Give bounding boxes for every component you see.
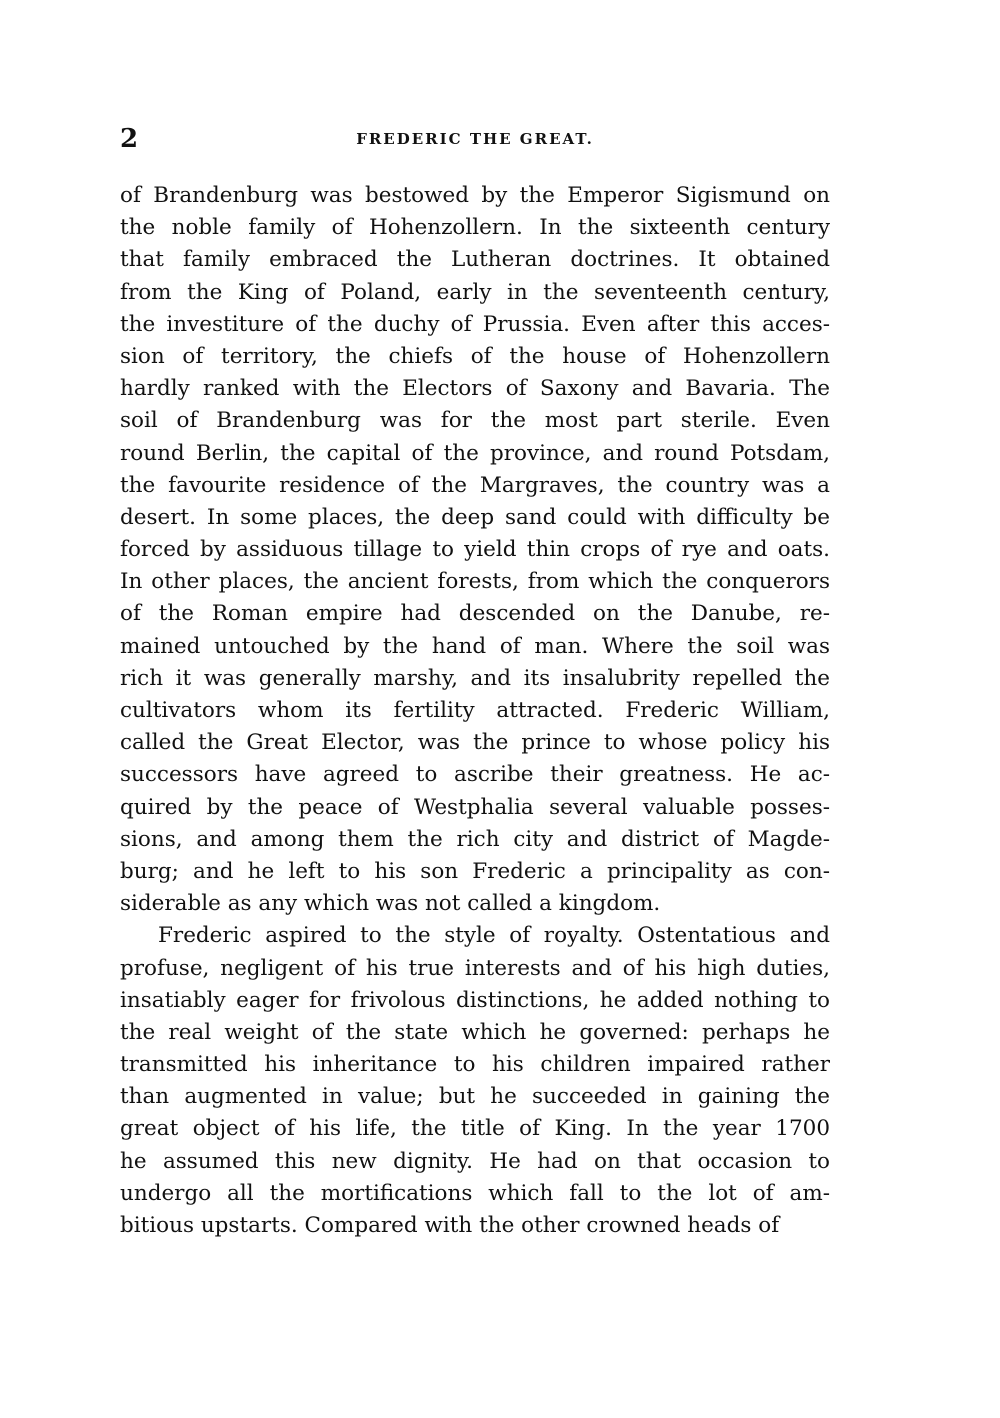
page-number: 2 <box>120 124 139 154</box>
text-line: the real weight of the state which he governed: perhaps he <box>120 1019 830 1045</box>
text-line: insatiably eager for frivolous distinctions, he added nothing to <box>120 987 830 1013</box>
text-line: of the Roman empire had descended on the Danube, re- <box>120 601 830 627</box>
text-line: successors have agreed to ascribe their greatness. He ac- <box>120 762 830 788</box>
text-line: Frederic aspired to the style of royalty. Ostentatious and <box>158 923 830 949</box>
text-line: burg; and he left to his son Frederic a principality as con- <box>120 858 830 884</box>
text-line: soil of Brandenburg was for the most part sterile. Even <box>120 408 830 434</box>
text-line: forced by assiduous tillage to yield thin crops of rye and oats. <box>120 537 830 563</box>
text-line: rich it was generally marshy, and its insalubrity repelled the <box>120 665 830 691</box>
text-line: transmitted his inheritance to his children impaired rather <box>120 1052 830 1078</box>
text-line: great object of his life, the title of King. In the year 1700 <box>120 1116 830 1142</box>
text-line: cultivators whom its fertility attracted. Frederic William, <box>120 698 830 723</box>
text-line: sion of territory, the chiefs of the house of Hohenzollern <box>120 343 830 369</box>
text-line: called the Great Elector, was the prince to whose policy his <box>120 730 830 756</box>
text-line: from the King of Poland, early in the seventeenth century, <box>120 279 830 305</box>
text-line: undergo all the mortifications which fall to the lot of am- <box>120 1180 830 1206</box>
text-line: hardly ranked with the Electors of Saxony and Bavaria. The <box>120 376 830 402</box>
text-line: that family embraced the Lutheran doctrines. It obtained <box>120 247 830 273</box>
text-line: round Berlin, the capital of the province, and round Potsdam, <box>120 440 830 466</box>
running-header <box>120 124 830 154</box>
text-line: the favourite residence of the Margraves, the country was a <box>120 472 830 498</box>
text-line: the investiture of the duchy of Prussia. Even after this acces- <box>120 311 830 337</box>
text-line: the noble family of Hohenzollern. In the sixteenth century <box>120 215 830 241</box>
text-line: siderable as any which was not called a kingdom. <box>120 891 661 917</box>
running-title: FREDERIC THE GREAT. <box>356 130 594 148</box>
text-line: quired by the peace of Westphalia several valuable posses- <box>120 794 830 820</box>
text-line: desert. In some places, the deep sand could with difficulty be <box>120 504 830 530</box>
text-line: he assumed this new dignity. He had on that occasion to <box>120 1148 830 1174</box>
text-line: sions, and among them the rich city and district of Magde- <box>120 826 830 852</box>
body-text <box>120 180 830 1242</box>
text-line: mained untouched by the hand of man. Where the soil was <box>120 633 830 659</box>
text-line: of Brandenburg was bestowed by the Emperor Sigismund on <box>120 183 830 208</box>
text-line: than augmented in value; but he succeeded in gaining the <box>120 1084 830 1110</box>
text-line: profuse, negligent of his true interests and of his high duties, <box>120 955 830 981</box>
text-line: In other places, the ancient forests, from which the conquerors <box>120 569 830 595</box>
text-line: bitious upstarts. Compared with the other crowned heads of <box>120 1213 780 1238</box>
